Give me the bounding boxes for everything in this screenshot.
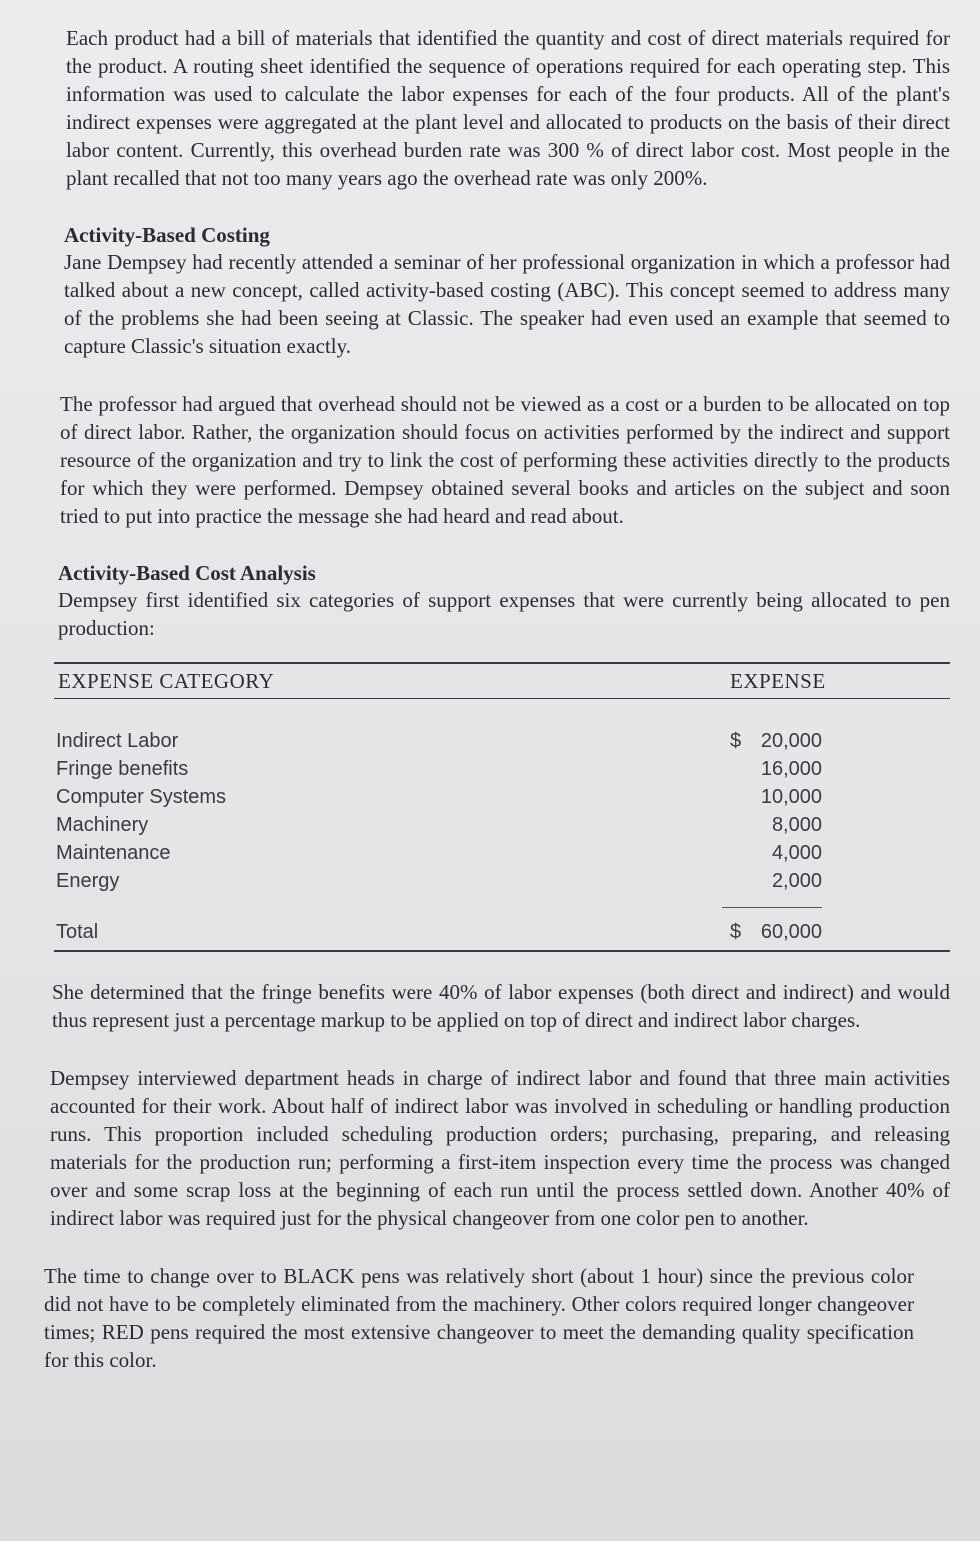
row-expense — [720, 814, 950, 837]
intro-paragraph: Each product had a bill of materials that identified the quantity and cost of direct materials required for the product. A routing sheet identified the sequence of operations required for each operating step. This information was used to calculate the labor expenses for each of the four products. All of the plant's indirect expenses were aggregated at the plant level and allocated to products on the basis of their direct labor content. Currently, this overhead burden rate was 300 % of direct labor cost. Most people in the plant recalled that not too many years ago the overhead rate was only 200%. — [66, 26, 950, 190]
row-amount: 20,000 — [760, 729, 822, 752]
row-category: Indirect Labor — [56, 729, 179, 752]
table-row — [54, 811, 950, 839]
abc-heading: Activity-Based Costing — [64, 223, 270, 247]
row-amount: 10,000 — [760, 785, 822, 808]
row-amount: 2,000 — [771, 869, 822, 892]
analysis-heading: Activity-Based Cost Analysis — [58, 561, 316, 585]
row-category: Maintenance — [56, 841, 171, 864]
total-expense — [720, 921, 950, 944]
header-expense: EXPENSE — [730, 668, 826, 693]
table-row — [54, 867, 950, 895]
row-expense — [720, 870, 950, 893]
row-category: Computer Systems — [56, 785, 227, 808]
total-row — [54, 918, 950, 946]
row-amount: 8,000 — [771, 813, 822, 836]
table-bottom-rule — [54, 950, 950, 952]
professor-paragraph: The professor had argued that overhead should not be viewed as a cost or a burden to be allocated on top of direct labor. Rather, the organization should focus on activities performed by the indirect and support resource of the organization and try to link the cost of performing these activities directly to the products for which they were performed. Dempsey obtained several books and articles on the subject and soon tried to put into practice the message she had heard and read about. — [60, 392, 950, 528]
row-category: Fringe benefits — [56, 757, 189, 780]
row-expense — [720, 730, 950, 753]
row-amount: 4,000 — [771, 841, 822, 864]
table-row — [54, 839, 950, 867]
expense-table — [54, 662, 950, 952]
row-expense — [720, 758, 950, 781]
row-category: Energy — [56, 869, 120, 892]
table-row — [54, 727, 950, 755]
sum-rule — [722, 907, 822, 908]
changeover-paragraph: The time to change over to BLACK pens was relatively short (about 1 hour) since the previous color did not have to be completely eliminated from the machinery. Other colors required longer changeover times; RED pens required the most extensive changeover to meet the demanding quality specification for this color. — [44, 1264, 914, 1372]
total-amount: 60,000 — [760, 920, 822, 943]
row-expense — [720, 842, 950, 865]
analysis-paragraph: Dempsey first identified six categories of support expenses that were currently being allocated to pen production: — [58, 588, 950, 640]
total-label: Total — [56, 920, 99, 943]
row-currency: $ — [730, 729, 742, 752]
table-header — [54, 664, 950, 698]
table-header-rule — [54, 698, 950, 699]
header-expense-category: EXPENSE CATEGORY — [58, 668, 275, 693]
table-row — [54, 783, 950, 811]
abc-paragraph: Jane Dempsey had recently attended a seminar of her professional organization in which a professor had talked about a new concept, called activity-based costing (ABC). This concept seemed to address many of the problems she had been seeing at Classic. The speaker had even used an example that seemed to capture Classic's situation exactly. — [64, 250, 950, 358]
abc-section — [64, 222, 950, 360]
table-row — [54, 755, 950, 783]
analysis-section — [58, 560, 950, 642]
fringe-paragraph: She determined that the fringe benefits were 40% of labor expenses (both direct and indirect) and would thus represent just a percentage markup to be applied on top of direct and indirect labor charges. — [52, 980, 950, 1032]
row-category: Machinery — [56, 813, 149, 836]
total-currency: $ — [730, 920, 742, 943]
table-body — [54, 727, 950, 895]
interviews-paragraph: Dempsey interviewed department heads in charge of indirect labor and found that three main activities accounted for their work. About half of indirect labor was involved in scheduling or handling production runs. This proportion included scheduling production orders; purchasing, preparing, and releasing materials for the production run; performing a first-item inspection every time the process was changed over and some scrap loss at the beginning of each run until the process settled down. Another 40% of indirect labor was required just for the physical changeover from one color pen to another. — [50, 1066, 950, 1230]
row-expense — [720, 786, 950, 809]
row-amount: 16,000 — [760, 757, 822, 780]
